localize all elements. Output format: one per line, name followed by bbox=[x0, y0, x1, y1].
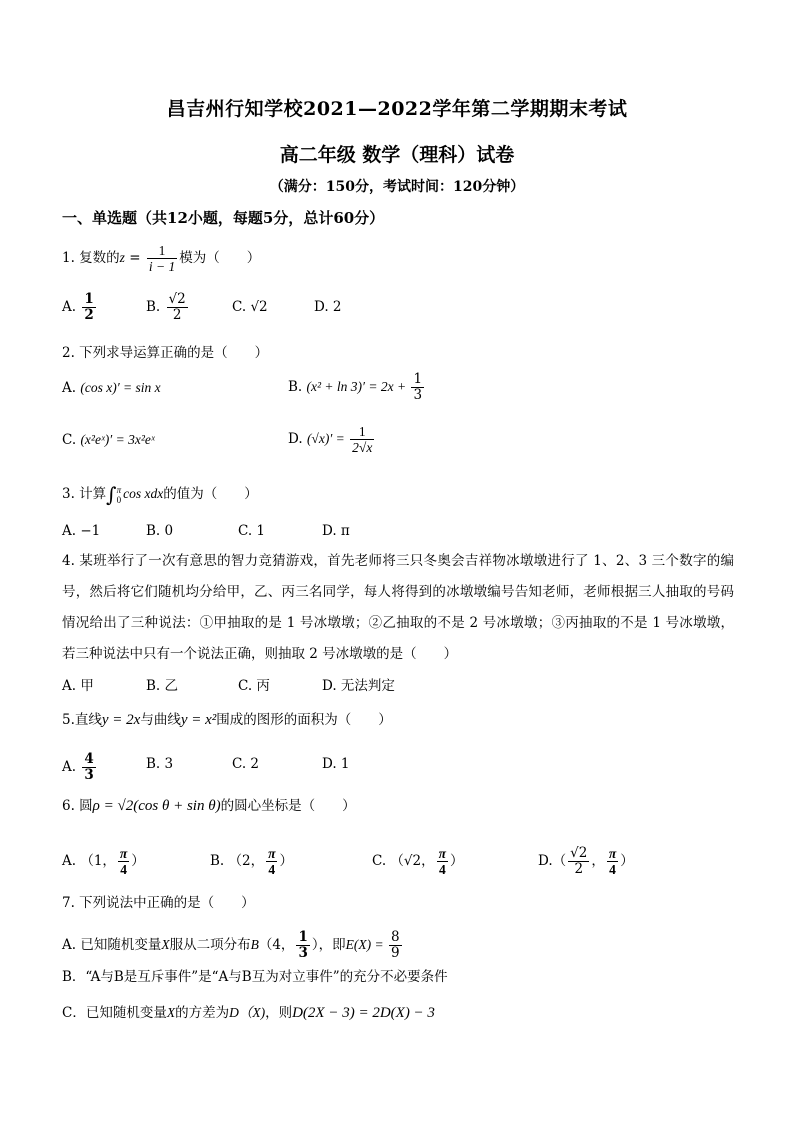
q6-c-left: C. （√2， bbox=[372, 853, 435, 869]
q1-den: i − 1 bbox=[148, 259, 176, 274]
integral-sign: ∫ bbox=[106, 482, 117, 507]
q1-num: 1 bbox=[147, 243, 177, 259]
q6-c-right: ） bbox=[450, 853, 464, 869]
q7-a-fraction bbox=[296, 930, 309, 961]
q7-c-text-c: ，则 bbox=[265, 1005, 293, 1021]
q2-b-num: 1 bbox=[413, 371, 423, 387]
q2-a-expr: (cos x)′ = sin x bbox=[80, 380, 161, 395]
q1-a-den: 2 bbox=[84, 307, 94, 323]
q4-option-c: C. 丙 bbox=[238, 678, 270, 694]
q5-text-c: 围成的图形的面积为（ ） bbox=[216, 712, 392, 728]
q7-c-text-a: C．已知随机变量 bbox=[62, 1005, 167, 1021]
q1-option-b bbox=[146, 292, 190, 323]
q2-d-label: D. bbox=[288, 431, 307, 447]
q2-a-label: A. bbox=[62, 380, 81, 396]
q2-option-d bbox=[288, 424, 376, 455]
q3-lower: 0 bbox=[116, 494, 122, 505]
q7-a-eden: 9 bbox=[390, 945, 400, 961]
q6-a-den: 4 bbox=[120, 862, 127, 877]
q1-option-c bbox=[232, 297, 268, 317]
q2-option-a bbox=[62, 378, 161, 398]
q5-a-label: A. bbox=[62, 759, 81, 775]
q2-option-c bbox=[62, 430, 155, 450]
q3-text-b: 的值为（ ） bbox=[163, 486, 258, 502]
q2-d-num: 1 bbox=[350, 424, 374, 440]
q2-option-b bbox=[288, 372, 426, 403]
q5-curve-eq: y = x² bbox=[180, 712, 217, 728]
q1-b-label: B. bbox=[146, 299, 165, 315]
q6-b-fraction bbox=[266, 846, 277, 877]
q1-b-den: 2 bbox=[172, 307, 182, 323]
q6-c-den: 4 bbox=[438, 862, 446, 877]
q7-option-b: B．“A与B是互斥事件”是“A与B互为对立事件”的充分不必要条件 bbox=[62, 969, 448, 985]
q3-limits bbox=[117, 485, 122, 505]
q4-option-d: D. 无法判定 bbox=[322, 678, 395, 694]
q1-eq: = bbox=[124, 250, 145, 266]
q1-a-label: A. bbox=[62, 299, 81, 315]
q5-option-c: C. 2 bbox=[232, 756, 260, 772]
q6-d-sep: ， bbox=[591, 853, 605, 869]
q5-option-b: B. 3 bbox=[146, 756, 174, 772]
q4-option-a: A. 甲 bbox=[62, 678, 94, 694]
q5-a-den: 3 bbox=[84, 767, 94, 783]
q5-text-b: 与曲线 bbox=[140, 712, 181, 728]
question-1-stem bbox=[62, 243, 260, 274]
q3-upper: π bbox=[116, 484, 122, 495]
q6-d-right: ） bbox=[620, 853, 634, 869]
q6-b-left: B. （2， bbox=[210, 853, 265, 869]
question-6-stem bbox=[62, 796, 356, 816]
q6-option-a bbox=[62, 846, 145, 877]
q5-line-eq: y = 2x bbox=[101, 712, 141, 728]
q6-text-a: 6. 圆 bbox=[62, 798, 93, 814]
q7-a-enum: 8 bbox=[390, 929, 400, 945]
q1-a-fraction bbox=[82, 292, 95, 323]
q7-a-var: X bbox=[161, 937, 170, 952]
q3-integrand: cos xdx bbox=[123, 486, 164, 501]
q6-option-d bbox=[538, 846, 634, 877]
q2-d-expr: (√x)′ = bbox=[306, 431, 349, 446]
q3-text-a: 3. 计算 bbox=[62, 486, 107, 502]
q6-c-num: π bbox=[438, 846, 446, 861]
q6-d-fraction-1 bbox=[568, 846, 589, 877]
q6-a-left: A. （1， bbox=[62, 853, 116, 869]
q6-b-right: ） bbox=[279, 853, 293, 869]
q7-c-text-b: 的方差为 bbox=[175, 1005, 230, 1021]
question-2-stem: 2. 下列求导运算正确的是（ ） bbox=[62, 345, 269, 361]
q2-d-den: 2√x bbox=[352, 440, 373, 455]
q2-c-label: C. bbox=[62, 432, 81, 448]
q1-a-num: 1 bbox=[84, 291, 94, 307]
q6-a-fraction bbox=[118, 846, 129, 877]
exam-subtitle: 高二年级 数学（理科）试卷 bbox=[279, 144, 515, 166]
q7-a-expect-fraction bbox=[389, 930, 402, 961]
q6-b-den: 4 bbox=[268, 862, 276, 877]
q6-d-pi: π bbox=[608, 846, 617, 861]
q5-option-d: D. 1 bbox=[322, 756, 350, 772]
q7-c-d: D（X) bbox=[229, 1005, 266, 1020]
q7-a-num: 1 bbox=[298, 929, 308, 945]
q7-a-expect: E(X) = bbox=[345, 937, 387, 952]
q5-a-fraction bbox=[82, 752, 95, 783]
q6-b-num: π bbox=[268, 846, 276, 861]
exam-title: 昌吉州行知学校2021—2022学年第二学期期末考试 bbox=[166, 98, 628, 120]
q2-b-den: 3 bbox=[413, 387, 423, 403]
q6-c-fraction bbox=[437, 846, 448, 877]
q1-text-a: 1. 复数的 bbox=[62, 250, 120, 266]
q3-option-b: B. 0 bbox=[146, 523, 174, 539]
q7-c-var: X bbox=[166, 1005, 176, 1020]
q1-option-a bbox=[62, 292, 98, 323]
question-4-stem: 4. 某班举行了一次有意思的智力竞猜游戏，首先老师将三只冬奥会吉祥物冰墩墩进行了 1、2、3 三个数字的编号，然后将它们随机均分给甲，乙、丙三名同学，每人将得到的冰墩墩编号告知老师，老师根据三人抽取的号码情况给出了三种说法：①甲抽取的是 1 号冰墩墩；②乙抽取的不是 2 号冰墩墩；③丙抽取的不是 1 号冰墩墩，若三种说法中只有一个说法正确，则抽取 2 号冰墩墩的是（ ） bbox=[62, 553, 734, 662]
q1-option-d: D. 2 bbox=[314, 299, 342, 315]
q3-option-a: A. −1 bbox=[62, 523, 101, 539]
q6-a-num: π bbox=[119, 846, 128, 861]
q6-a-right: ） bbox=[131, 853, 145, 869]
q6-option-b bbox=[210, 846, 293, 877]
q7-a-text-b: 服从二项分布 bbox=[169, 937, 251, 953]
q7-option-c bbox=[62, 1003, 435, 1023]
q7-c-expr: D(2X − 3) = 2D(X) − 3 bbox=[292, 1005, 435, 1021]
q6-polar-eq: ρ = √2(cos θ + sin θ) bbox=[92, 798, 221, 814]
q2-c-expr: (x²eˣ)′ = 3x²eˣ bbox=[80, 432, 155, 447]
q2-b-label: B. bbox=[288, 379, 307, 395]
q6-text-b: 的圆心坐标是（ ） bbox=[220, 798, 356, 814]
q2-b-fraction bbox=[411, 372, 424, 403]
q1-b-num: √2 bbox=[168, 291, 186, 307]
q5-option-a bbox=[62, 752, 98, 783]
q2-d-fraction bbox=[350, 424, 374, 455]
q3-option-c: C. 1 bbox=[238, 523, 266, 539]
q1-var: z bbox=[119, 250, 125, 265]
q5-a-num: 4 bbox=[84, 751, 94, 767]
q2-b-expr: (x² + ln 3)′ = 2x + bbox=[306, 379, 410, 394]
q6-d-fraction-2 bbox=[607, 846, 618, 877]
q7-a-text-d: ），即 bbox=[311, 937, 346, 953]
q6-d-four: 4 bbox=[609, 862, 616, 877]
q6-option-c bbox=[372, 846, 464, 877]
q3-option-d: D. π bbox=[322, 523, 350, 539]
question-3-stem bbox=[62, 484, 258, 505]
q7-a-text-c: （4， bbox=[258, 937, 295, 953]
q4-option-b: B. 乙 bbox=[146, 678, 179, 694]
q6-d-den: 2 bbox=[574, 861, 584, 877]
q1-fraction bbox=[147, 243, 177, 274]
q1-c-label: C. bbox=[232, 299, 251, 315]
q6-d-left: D.（ bbox=[538, 853, 567, 869]
question-7-stem: 7. 下列说法中正确的是（ ） bbox=[62, 895, 255, 911]
q5-text-a: 5.直线 bbox=[62, 712, 102, 728]
q6-d-num: √2 bbox=[570, 845, 588, 861]
q1-text-b: 模为（ ） bbox=[179, 250, 261, 266]
q7-a-den: 3 bbox=[298, 945, 308, 961]
exam-info: （满分：150分，考试时间：120分钟） bbox=[269, 179, 525, 195]
q7-a-b: B bbox=[250, 937, 259, 952]
section-heading: 一、单选题（共12小题，每题5分，总计60分） bbox=[62, 209, 385, 227]
question-5-stem bbox=[62, 710, 392, 730]
q7-a-text-a: A. 已知随机变量 bbox=[62, 937, 162, 953]
q1-c-value: √2 bbox=[250, 299, 268, 315]
q1-b-fraction bbox=[167, 292, 188, 323]
q7-option-a bbox=[62, 930, 404, 961]
